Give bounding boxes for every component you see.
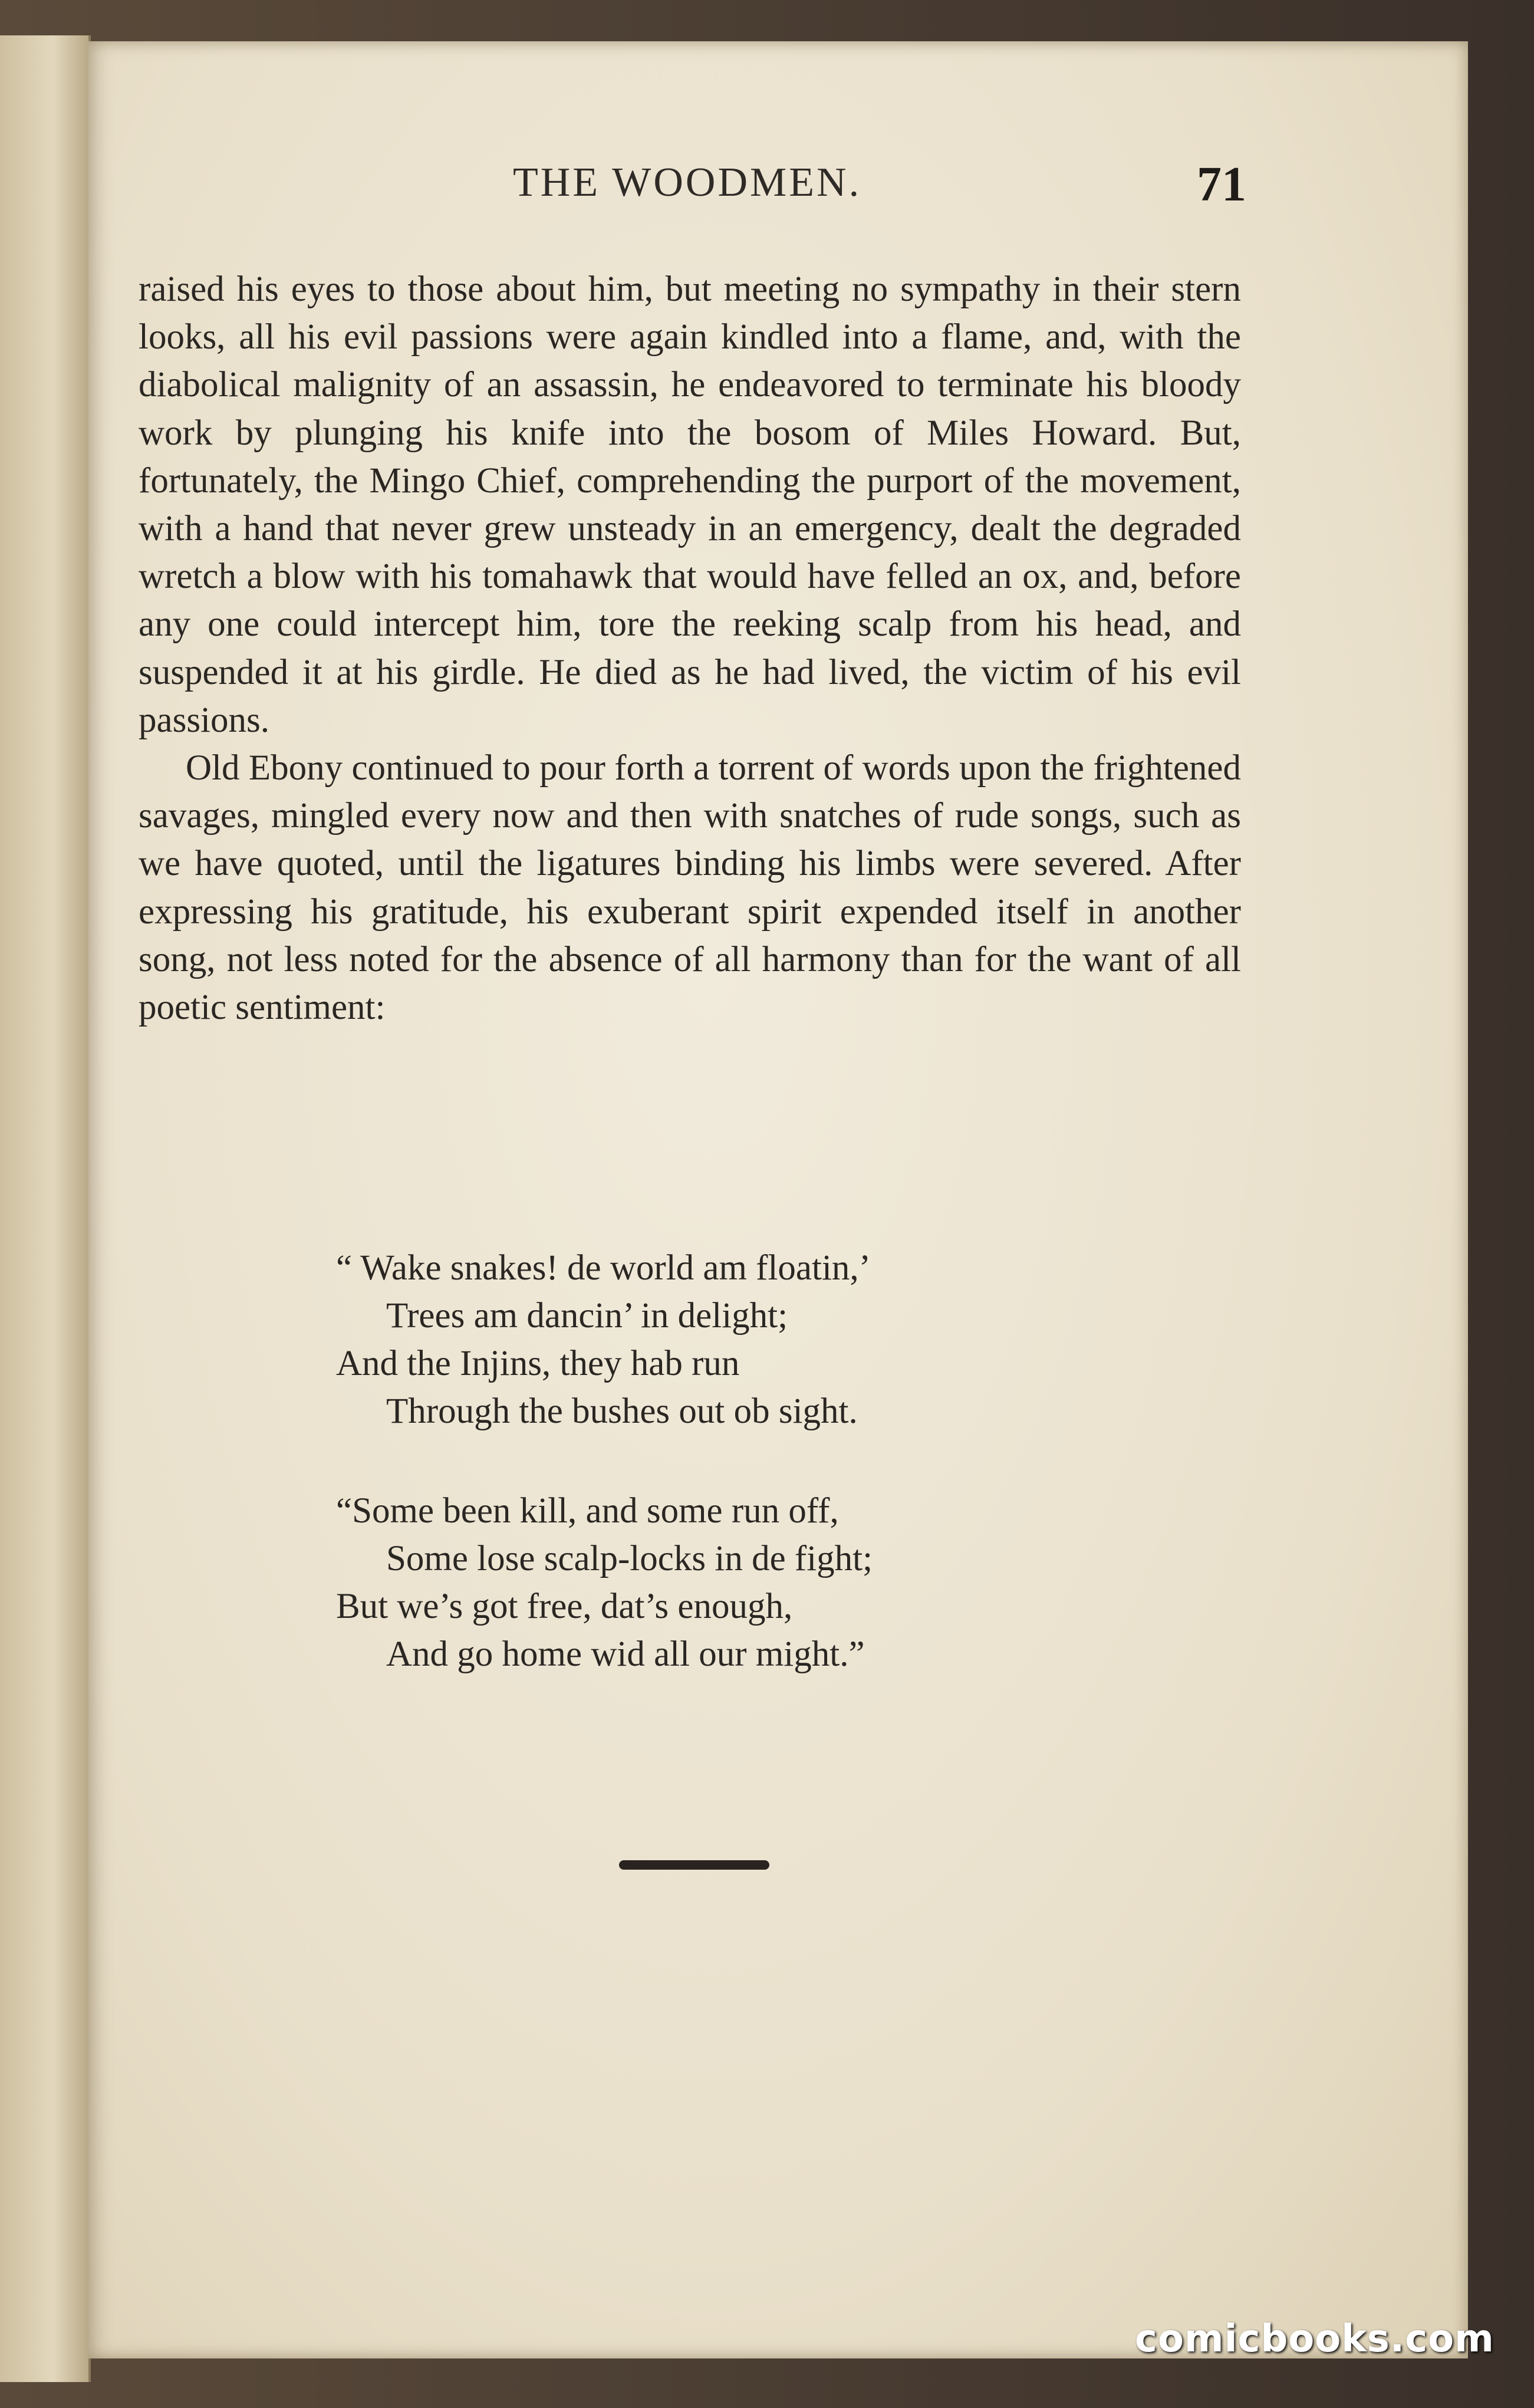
verse-line: But we’s got free, dat’s enough, [336,1587,793,1626]
verse-line: Trees am dancin’ in delight; [386,1296,788,1335]
verse-line: And the Injins, they hab run [336,1344,740,1383]
page-number: 71 [1197,157,1246,212]
verse-line: And go home wid all our might.” [386,1634,865,1674]
paragraph-1: raised his eyes to those about him, but meeting no sympathy in their stern looks, all his evil passions were again kindled into a flame, and, with the diabolical malignity of an assassin, he endeavored to terminate his bloody work by plunging his knife into the bosom of Miles Howard. But, fortunately, the Mingo Chief, comprehending the purport of the movement, with a hand that never grew unsteady in an emergency, dealt the degraded wretch a blow with his tomahawk that would have felled an ox, and, before any one could intercept him, tore the reeking scalp from his head, and suspended it at his girdle. He died as he had lived, the victim of his evil passions. [139,269,1241,740]
verse-line: “Some been kill, and some run off, [336,1491,839,1531]
book-page [88,41,1468,2358]
stanza-1 [336,1244,1220,1435]
verse-line: Through the bushes out ob sight. [386,1391,858,1431]
section-end-rule [619,1860,769,1870]
body-text [139,265,1241,1031]
verse-line: “ Wake snakes! de world am floatin,’ [336,1248,871,1288]
facing-page-edge [0,35,91,2382]
verse-line: Some lose scalp-locks in de fight; [386,1539,873,1578]
watermark: comicbooks.com [1135,2317,1495,2361]
stanza-2 [336,1487,1220,1678]
song-verse [336,1244,1220,1730]
running-head: THE WOODMEN. [513,160,862,205]
page-header [88,159,1468,230]
paragraph-2: Old Ebony continued to pour forth a torrent of words upon the frightened savages, mingled every now and then with snatches of rude songs, such as we have quoted, until the ligatures binding his limbs were severed. After expressing his gratitude, his exuberant spirit expended itself in another song, not less noted for the absence of all harmony than for the want of all poetic sentiment: [139,748,1241,1028]
